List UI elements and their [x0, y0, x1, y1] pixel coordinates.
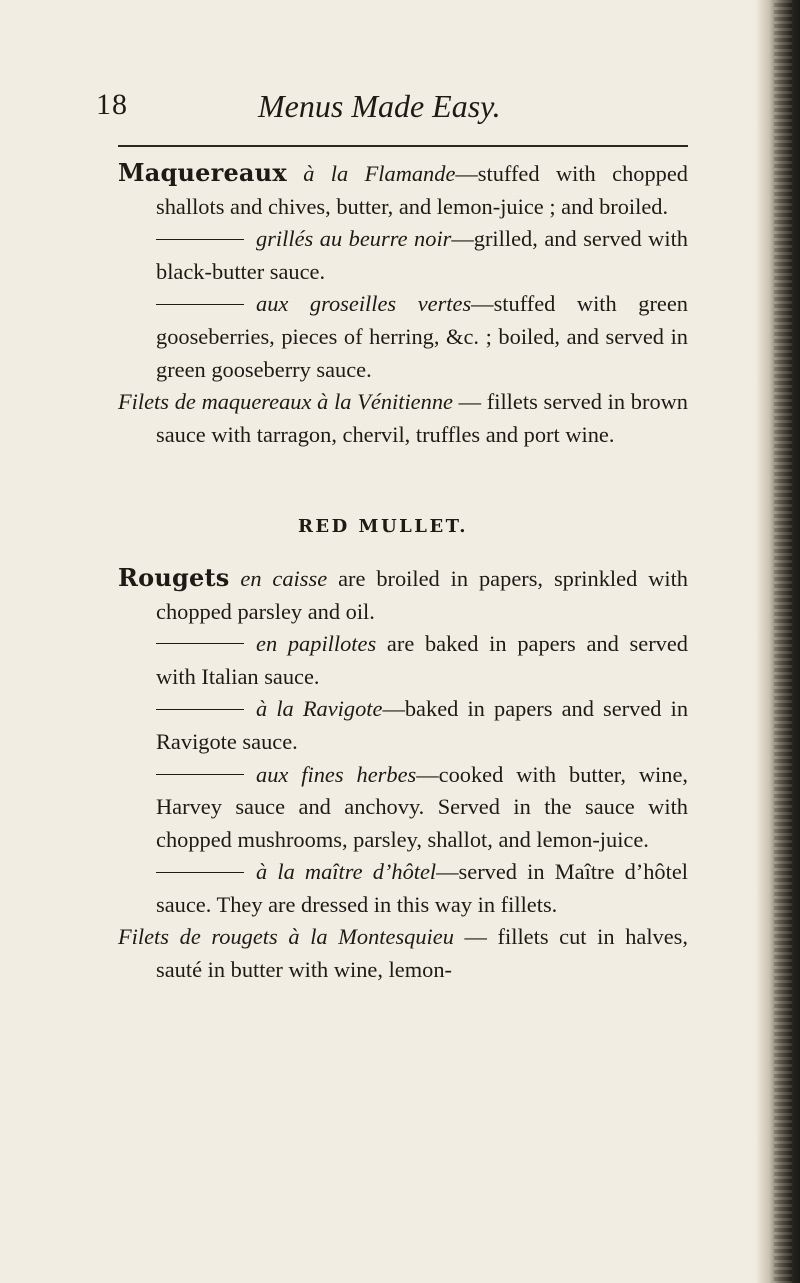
entry-description: —stuffed with chopped shallots and chives, butter, and lemon-juice ; and broiled.	[156, 161, 688, 219]
recipe-entry	[118, 562, 688, 628]
recipe-entry	[118, 223, 688, 288]
recipe-entry	[118, 856, 688, 921]
entry-description: — fillets served in brown sauce with tarragon, chervil, truffles and port wine.	[156, 389, 689, 447]
recipe-entry	[118, 386, 688, 451]
entry-lead: Filets de rougets	[118, 924, 278, 950]
recipe-entry	[118, 759, 688, 857]
recipe-entry	[118, 157, 688, 223]
ditto-dash	[156, 709, 244, 710]
recipe-entry	[118, 693, 688, 758]
recipe-entry	[118, 921, 688, 986]
entry-title: à la Ravigote	[256, 696, 383, 722]
recipe-entry	[118, 628, 688, 693]
entry-title: en caisse	[240, 565, 328, 591]
section-title: RED MULLET.	[297, 516, 469, 538]
ditto-dash	[156, 774, 244, 775]
entry-description: —cooked with butter, wine, Harvey sauce and anchovy. Served in the sauce with chopped mushrooms, parsley, shallot, and lemon-juice.	[156, 761, 688, 852]
entry-description: —stuffed with green gooseberries, pieces of herring, &c. ; boiled, and served in green gooseberry sauce.	[156, 291, 688, 382]
ditto-dash	[156, 239, 244, 240]
entry-description: —served in Maître d’hôtel sauce. They are dressed in this way in fillets.	[156, 859, 688, 917]
entry-lead: Rougets	[118, 562, 230, 592]
ditto-dash	[156, 304, 244, 305]
running-title: Menus Made Easy.	[258, 88, 501, 124]
entry-title: à la Flamande	[303, 161, 456, 186]
entry-title: à la Montesquieu	[288, 924, 454, 950]
entry-title: aux groseilles vertes	[256, 291, 472, 317]
page-number: 18	[96, 88, 128, 121]
entry-description: — fillets cut in halves, sauté in butter with wine, lemon-	[156, 924, 688, 983]
entry-title: grillés au beurre noir	[256, 226, 452, 252]
entry-title: à la maître d’hôtel	[256, 859, 437, 885]
entry-title: à la Vénitienne	[317, 389, 453, 415]
entry-description: are broiled in papers, sprinkled with chopped parsley and oil.	[156, 565, 688, 624]
header-rule	[118, 145, 688, 147]
recipe-entry	[118, 288, 688, 386]
ditto-dash	[156, 872, 244, 873]
entry-description: are baked in papers and served with Italian sauce.	[156, 631, 688, 689]
page-header	[0, 88, 760, 138]
entry-lead: Maquereaux	[118, 158, 287, 187]
ditto-dash	[156, 643, 244, 644]
entry-title: en papillotes	[256, 631, 377, 657]
page-body	[118, 157, 688, 987]
entry-lead: Filets de maquereaux	[118, 389, 312, 415]
entry-title: aux fines herbes	[256, 761, 417, 787]
entry-description: —grilled, and served with black-butter sauce.	[156, 226, 688, 284]
entry-description: —baked in papers and served in Ravigote sauce.	[156, 696, 689, 754]
page-edge-texture	[774, 0, 792, 1283]
